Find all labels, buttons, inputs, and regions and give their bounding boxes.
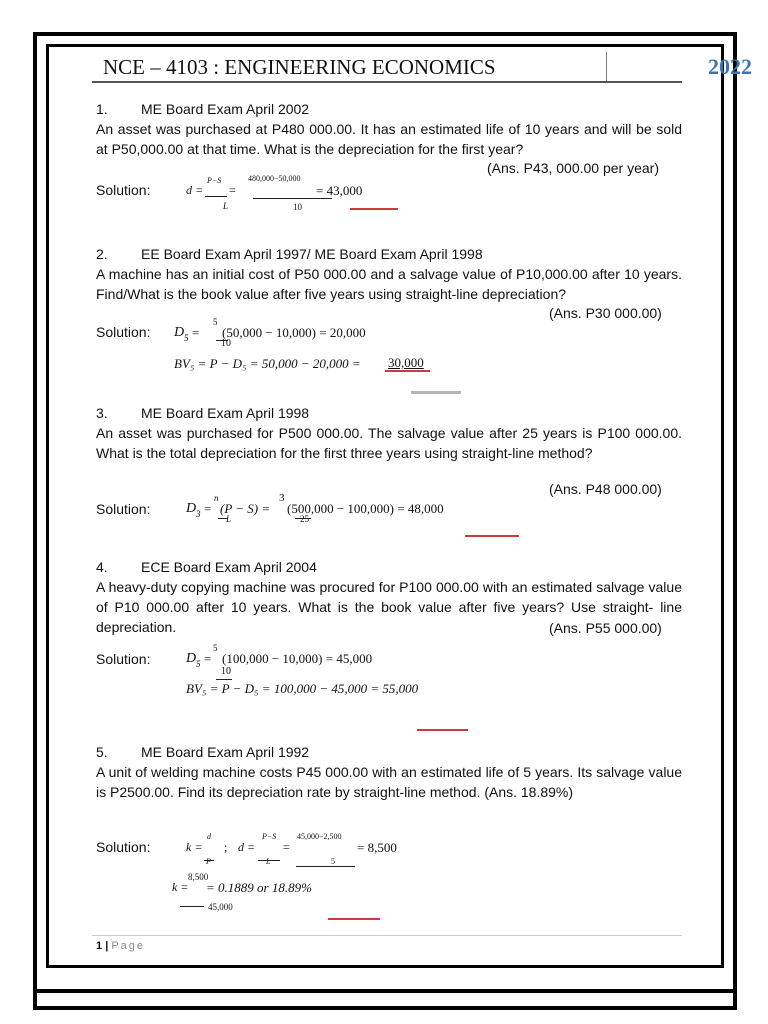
- page-number: 1: [96, 940, 103, 952]
- problem-5: [96, 742, 682, 802]
- solution-label: Solution:: [96, 651, 151, 667]
- page-footer: [96, 940, 145, 952]
- problem-source: ECE Board Exam April 2004: [141, 559, 317, 575]
- problem-source: EE Board Exam April 1997/ ME Board Exam April 1998: [141, 246, 483, 262]
- page-label: Page: [111, 940, 146, 952]
- red-underline-mark: [385, 370, 430, 372]
- red-underline-mark: [350, 208, 398, 210]
- footer-separator: |: [105, 940, 109, 952]
- problem-text: A heavy-duty copying machine was procured for P100 000.00 with an estimated salvage value of P10 000.00 after 10 years. What is the book value after five years? Use straight- line depreciation.: [96, 579, 682, 635]
- problem-number: 2.: [96, 246, 108, 262]
- header-underline: [92, 81, 682, 83]
- problem-source: ME Board Exam April 2002: [141, 101, 310, 117]
- problem-2: [96, 244, 682, 304]
- red-underline-mark: [465, 535, 519, 537]
- solution-label: Solution:: [96, 182, 151, 198]
- problem-number: 4.: [96, 559, 108, 575]
- footer-rule: [92, 935, 682, 936]
- header-divider: [606, 52, 607, 82]
- problem-number: 1.: [96, 101, 108, 117]
- problem-number: 3.: [96, 405, 108, 421]
- year-label: 2022: [708, 54, 752, 79]
- red-underline-mark: [417, 729, 468, 731]
- solution-label: Solution:: [96, 839, 151, 855]
- problem-text: A unit of welding machine costs P45 000.00 with an estimated life of 5 years. Its salvage value is P2500.00. Find its depreciation rate by straight-line method. (Ans. 18.89%): [96, 764, 682, 800]
- problem-3: [96, 403, 682, 463]
- answer-4: (Ans. P55 000.00): [549, 620, 662, 636]
- solution-label: Solution:: [96, 501, 151, 517]
- course-title: NCE – 4103 : ENGINEERING ECONOMICS: [103, 55, 496, 79]
- answer-2: (Ans. P30 000.00): [549, 305, 662, 321]
- page-header: [92, 52, 752, 82]
- problem-text: A machine has an initial cost of P50 000.00 and a salvage value of P10,000.00 after 10 years. Find/What is the book value after five years using straight-line depreciation?: [96, 266, 682, 302]
- page-border-bottom-line: [33, 989, 737, 993]
- problem-source: ME Board Exam April 1998: [141, 405, 310, 421]
- problem-text: An asset was purchased at P480 000.00. It has an estimated life of 10 years and will be sold at P50,000.00 at that time. What is the depreciation for the first year?: [96, 121, 682, 157]
- problem-1: [96, 99, 682, 159]
- problem-number: 5.: [96, 744, 108, 760]
- problem-text: An asset was purchased for P500 000.00. The salvage value after 25 years is P100 000.00. What is the total depreciation for the first three years using straight-line method?: [96, 425, 682, 461]
- solution-label: Solution:: [96, 324, 151, 340]
- answer-3: (Ans. P48 000.00): [549, 481, 662, 497]
- answer-1: (Ans. P43, 000.00 per year): [487, 160, 659, 176]
- problem-source: ME Board Exam April 1992: [141, 744, 310, 760]
- gray-mark: [411, 391, 461, 394]
- red-underline-mark: [328, 918, 380, 920]
